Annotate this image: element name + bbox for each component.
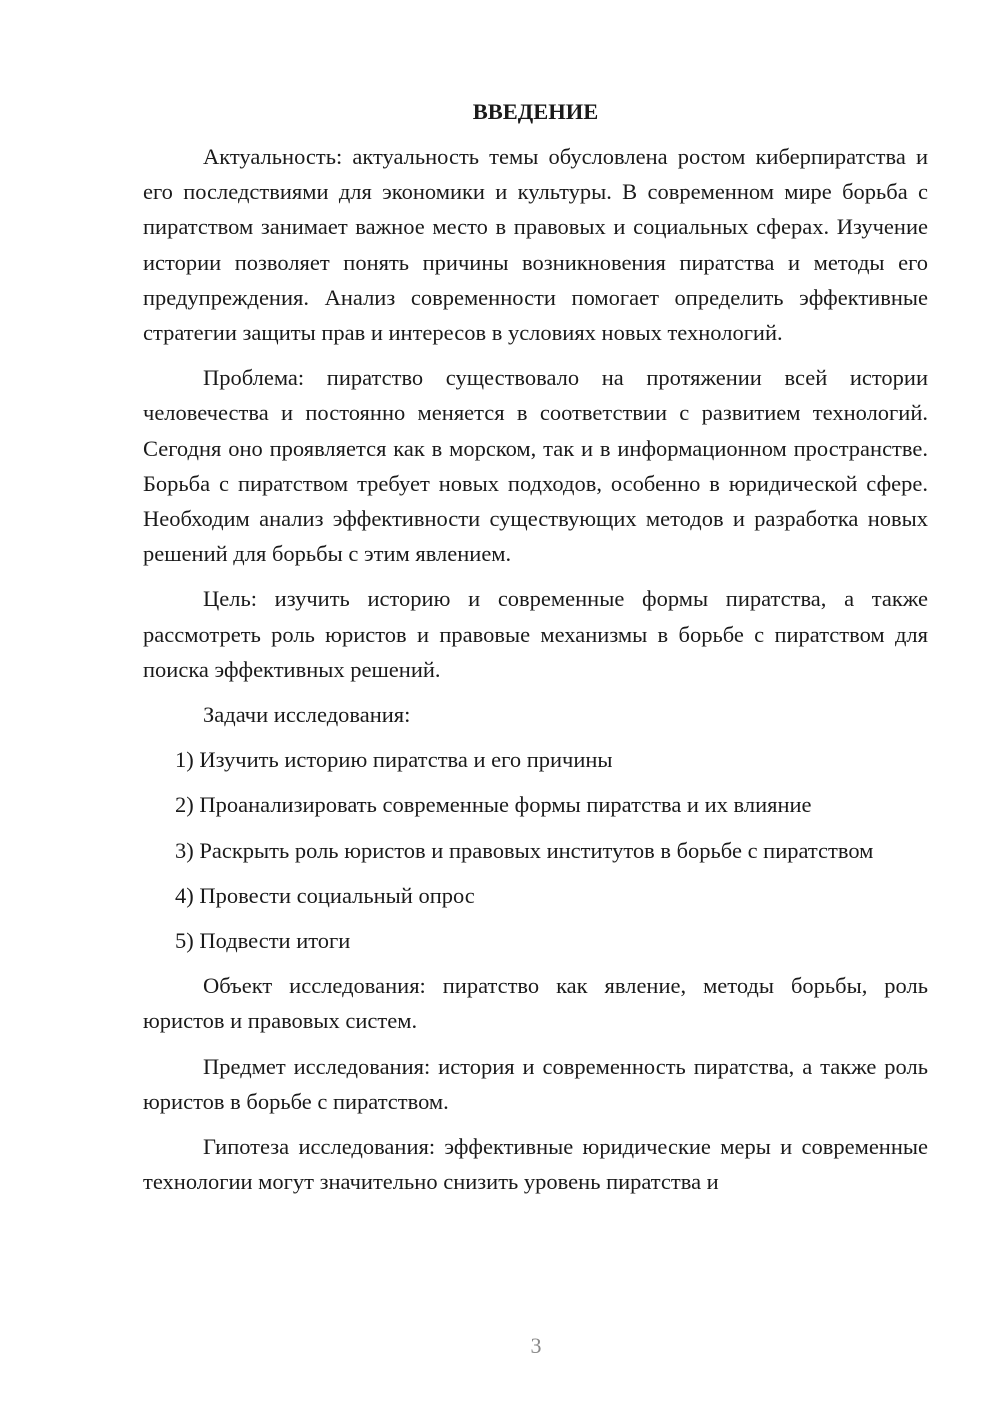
list-item: 5) Подвести итоги	[175, 928, 351, 954]
list-item: 1) Изучить историю пиратства и его причины	[175, 747, 613, 773]
paragraph-tasks-heading: Задачи исследования:	[203, 702, 411, 728]
list-item: 3) Раскрыть роль юристов и правовых институтов в борьбе с пиратством	[175, 837, 874, 863]
paragraph-hypothesis: Гипотеза исследования: эффективные юридические меры и современные технологии могут значительно снизить уровень пиратства и	[143, 1134, 928, 1195]
paragraph-object: Объект исследования: пиратство как явление, методы борьбы, роль юристов и правовых систем.	[143, 973, 928, 1034]
paragraph-subject: Предмет исследования: история и современность пиратства, а также роль юристов в борьбе с пиратством.	[143, 1053, 928, 1114]
paragraph-problem: Проблема: пиратство существовало на протяжении всей истории человечества и постоянно меняется в соответствии с развитием технологий. Сегодня оно проявляется как в морском, так и в информационном пространстве. Борьба с пиратством требует новых подходов, особенно в юридической сфере. Необходим анализ эффективности существующих методов и разработка новых решений для борьбы с этим явлением.	[143, 365, 928, 567]
paragraph-relevance: Актуальность: актуальность темы обусловлена ростом киберпиратства и его последствиями для экономики и культуры. В современном мире борьба с пиратством занимает важное место в правовых и социальных сферах. Изучение истории позволяет понять причины возникновения пиратства и методы его предупреждения. Анализ современности помогает определить эффективные стратегии защиты прав и интересов в условиях новых технологий.	[143, 144, 928, 346]
paragraph-goal: Цель: изучить историю и современные формы пиратства, а также рассмотреть роль юристов и правовые механизмы в борьбе с пиратством для поиска эффективных решений.	[143, 586, 928, 682]
list-item: 4) Провести социальный опрос	[175, 882, 475, 908]
document-page	[143, 94, 928, 1209]
page-title: ВВЕДЕНИЕ	[472, 99, 599, 124]
list-item: 2) Проанализировать современные формы пиратства и их влияние	[175, 792, 812, 818]
page-number: 3	[530, 1333, 542, 1358]
